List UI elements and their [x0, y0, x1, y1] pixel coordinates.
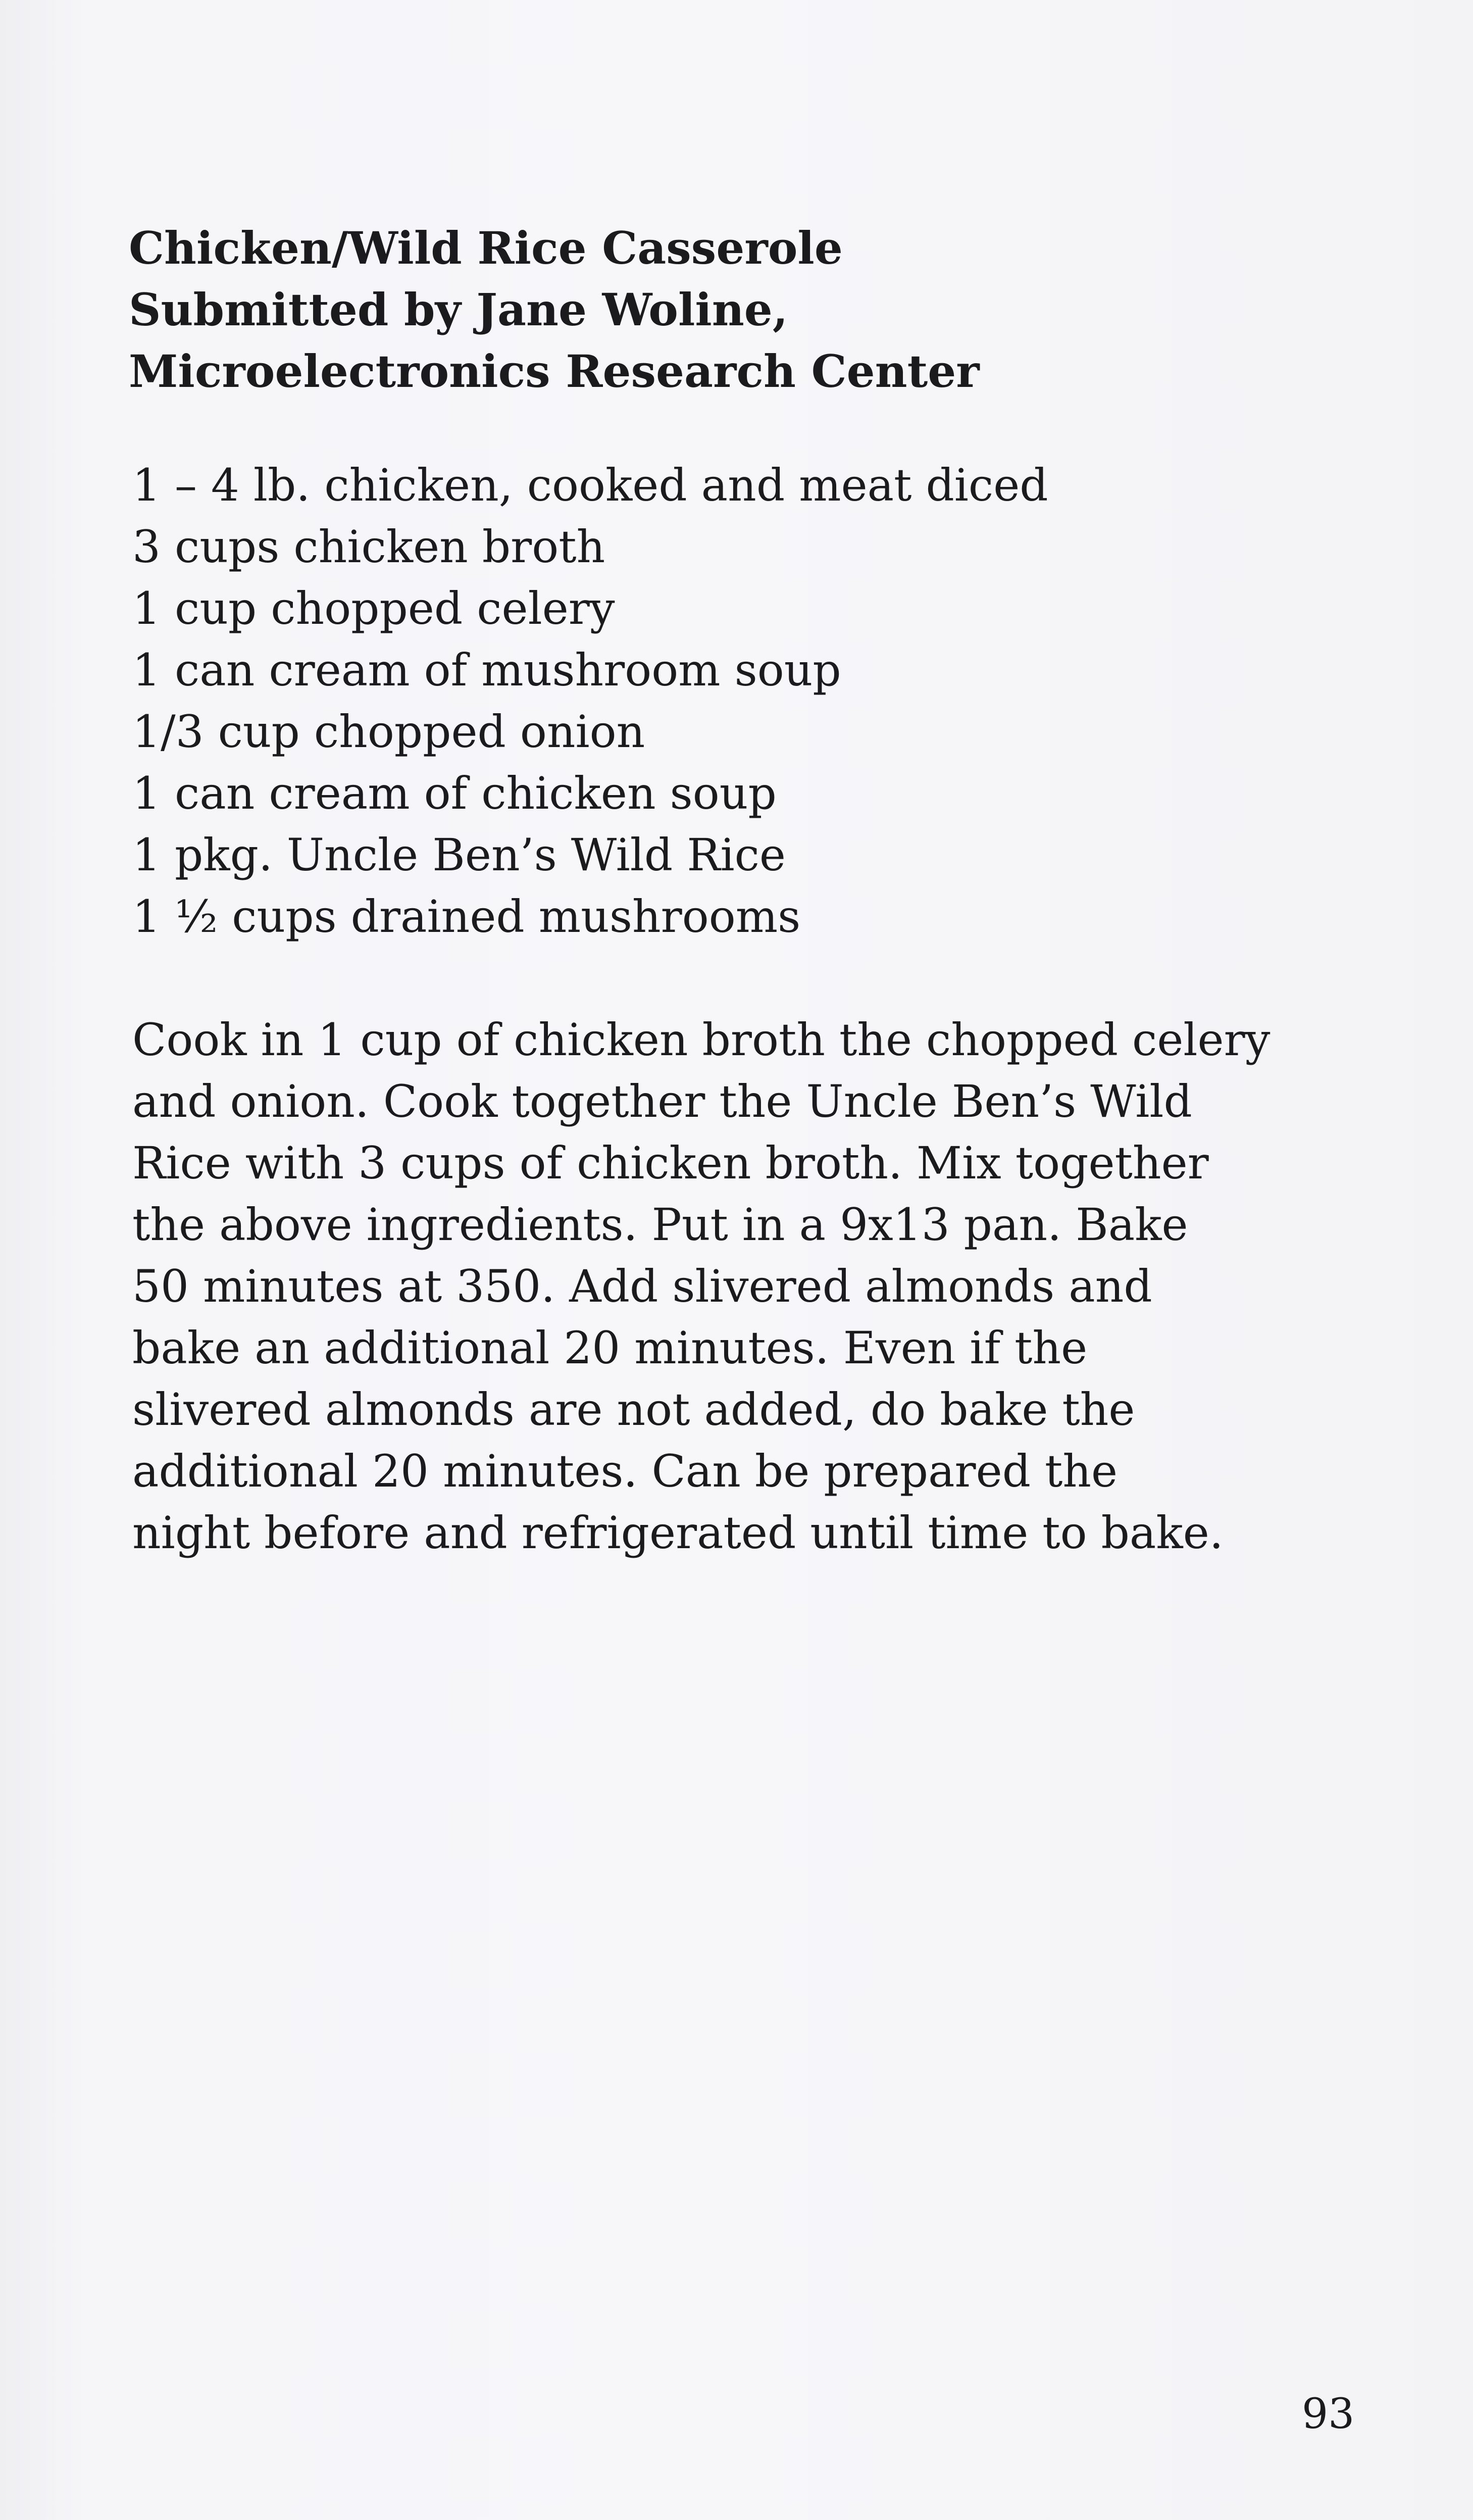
page-number: 93 [1302, 2390, 1355, 2438]
instruction-line: slivered almonds are not added, do bake the [132, 1383, 1135, 1436]
instruction-line: night before and refrigerated until time to bake. [132, 1507, 1224, 1559]
instruction-line: Cook in 1 cup of chicken broth the chopped celery [132, 1014, 1271, 1066]
instruction-line: the above ingredients. Put in a 9x13 pan. Bake [132, 1199, 1188, 1251]
recipe-instructions [132, 1009, 1369, 1564]
instruction-line: and onion. Cook together the Uncle Ben’s Wild [132, 1075, 1192, 1127]
ingredient-item: 1 cup chopped celery [132, 582, 615, 634]
ingredient-item: 1 can cream of mushroom soup [132, 644, 841, 696]
ingredient-item: 1 can cream of chicken soup [132, 767, 777, 819]
ingredient-item: 1 – 4 lb. chicken, cooked and meat diced [132, 459, 1048, 511]
recipe-submitter: Submitted by Jane Woline, [129, 283, 788, 336]
ingredient-item: 1 pkg. Uncle Ben’s Wild Rice [132, 829, 786, 881]
instruction-line: Rice with 3 cups of chicken broth. Mix together [132, 1137, 1209, 1189]
instruction-line: bake an additional 20 minutes. Even if the [132, 1322, 1088, 1374]
instruction-line: additional 20 minutes. Can be prepared the [132, 1445, 1118, 1497]
ingredient-item: 1 ½ cups drained mushrooms [132, 891, 801, 943]
recipe-title-block [129, 217, 1366, 402]
instruction-line: 50 minutes at 350. Add slivered almonds and [132, 1260, 1152, 1312]
recipe-submitter-department: Microelectronics Research Center [129, 345, 980, 398]
recipe-title: Chicken/Wild Rice Casserole [129, 222, 843, 274]
ingredient-list [132, 455, 1369, 948]
ingredient-item: 3 cups chicken broth [132, 521, 605, 573]
ingredient-item: 1/3 cup chopped onion [132, 706, 645, 758]
